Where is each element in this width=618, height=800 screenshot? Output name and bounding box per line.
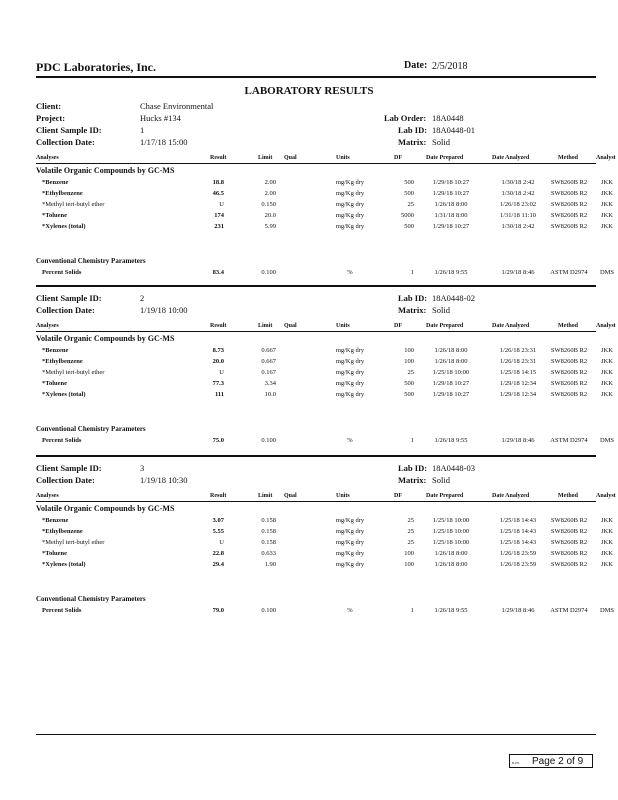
cell-units: % (347, 269, 353, 276)
cell-limit: 0.100 (261, 437, 276, 444)
cell-analyst: JKK (601, 550, 613, 557)
cell-units: mg/Kg dry (335, 358, 365, 365)
collection-date-value: 1/17/18 15:00 (140, 137, 188, 147)
cell-df: 100 (404, 550, 414, 557)
cell-analyst: JKK (601, 561, 613, 568)
cell-analyst: DMS (599, 607, 615, 614)
analyte-name: *Toluene (42, 212, 68, 219)
matrix-label: Matrix: (398, 137, 427, 147)
cell-df: 100 (404, 561, 414, 568)
cell-analyzed: 1/31/18 11:10 (499, 212, 537, 219)
lab-order-label: Lab Order: (384, 113, 427, 123)
cell-result: U (219, 539, 224, 546)
cell-method: SW8260B R2 (550, 347, 588, 354)
cell-prepared: 1/26/18 8:00 (434, 201, 468, 208)
cell-limit: 0.158 (261, 528, 276, 535)
company-name: PDC Laboratories, Inc. (36, 60, 156, 74)
cell-prepared: 1/26/18 8:00 (434, 347, 468, 354)
cell-analyst: JKK (601, 212, 613, 219)
cell-units: mg/Kg dry (335, 539, 365, 546)
cell-analyst: JKK (601, 190, 613, 197)
cell-limit: 0.100 (261, 607, 276, 614)
cell-units: mg/Kg dry (335, 369, 365, 376)
cell-analyzed: 1/29/18 8:46 (501, 437, 535, 444)
column-header: Units (336, 155, 350, 161)
analyte-name: *Toluene (42, 550, 68, 557)
cell-prepared: 1/29/18 10:27 (432, 190, 470, 197)
cell-limit: 2.00 (264, 179, 276, 186)
cell-units: mg/Kg dry (335, 347, 365, 354)
cell-analyzed: 1/30/18 2:42 (501, 190, 535, 197)
cell-result: 77.3 (212, 380, 224, 387)
cell-prepared: 1/26/18 9:55 (434, 437, 468, 444)
column-header-rule (36, 501, 596, 502)
cell-method: SW8260B R2 (550, 358, 588, 365)
sample-id-value: 1 (140, 125, 145, 135)
cell-analyst: JKK (601, 347, 613, 354)
collection-date-label: Collection Date: (36, 305, 95, 315)
cell-method: SW8260B R2 (550, 539, 588, 546)
cell-result: 46.5 (212, 190, 224, 197)
conventional-group-title: Conventional Chemistry Parameters (36, 425, 146, 433)
cell-method: SW8260B R2 (550, 179, 588, 186)
column-header: DF (394, 493, 402, 499)
sample-id-label: Client Sample ID: (36, 125, 102, 135)
cell-prepared: 1/29/18 10:27 (432, 391, 470, 398)
results-table (36, 493, 616, 633)
cell-result: 22.8 (212, 550, 224, 557)
cell-analyzed: 1/30/18 2:42 (501, 223, 535, 230)
cell-analyst: DMS (599, 269, 615, 276)
cell-prepared: 1/26/18 8:00 (434, 550, 468, 557)
column-header: Date Analyzed (492, 155, 530, 161)
page-prefix: n.m. (512, 760, 520, 765)
cell-limit: 1.90 (264, 561, 276, 568)
analyte-name: *Benzene (42, 347, 69, 354)
cell-method: SW8260B R2 (550, 380, 588, 387)
cell-method: SW8260B R2 (550, 201, 588, 208)
client-label: Client: (36, 101, 62, 111)
cell-units: mg/Kg dry (335, 190, 365, 197)
cell-units: mg/Kg dry (335, 179, 365, 186)
cell-result: 79.0 (212, 607, 224, 614)
cell-analyzed: 1/29/18 12:34 (499, 391, 537, 398)
cell-analyst: JKK (601, 358, 613, 365)
cell-prepared: 1/26/18 9:55 (434, 607, 468, 614)
column-header: Analyses (36, 323, 59, 329)
analyte-name: *Xylenes (total) (42, 391, 86, 398)
column-header: Analyst (596, 493, 616, 499)
cell-result: 20.0 (212, 358, 224, 365)
cell-prepared: 1/31/18 8:00 (434, 212, 468, 219)
results-table (36, 155, 616, 295)
analyte-name: *Toluene (42, 380, 68, 387)
cell-analyzed: 1/29/18 12:34 (499, 380, 537, 387)
cell-limit: 5.99 (264, 223, 276, 230)
cell-limit: 0.667 (261, 358, 276, 365)
cell-analyzed: 1/26/18 23:31 (499, 358, 537, 365)
analyte-name: Percent Solids (42, 607, 82, 614)
cell-analyzed: 1/29/18 8:46 (501, 269, 535, 276)
cell-prepared: 1/26/18 8:00 (434, 561, 468, 568)
project-value: Hucks #134 (140, 113, 181, 123)
analyte-name: Percent Solids (42, 437, 82, 444)
project-label: Project: (36, 113, 66, 123)
cell-units: mg/Kg dry (335, 391, 365, 398)
cell-limit: 10.0 (264, 391, 276, 398)
cell-prepared: 1/25/18 10:00 (432, 369, 470, 376)
cell-analyst: JKK (601, 528, 613, 535)
cell-prepared: 1/25/18 10:00 (432, 517, 470, 524)
cell-analyst: JKK (601, 201, 613, 208)
analyte-name: *Ethylbenzene (42, 358, 83, 365)
cell-limit: 0.667 (261, 347, 276, 354)
cell-analyzed: 1/26/18 23:02 (499, 201, 537, 208)
cell-prepared: 1/29/18 10:27 (432, 223, 470, 230)
cell-result: 231 (214, 223, 224, 230)
sample-id-value: 3 (140, 463, 145, 473)
cell-df: 500 (404, 190, 414, 197)
cell-result: 29.4 (212, 561, 224, 568)
cell-analyzed: 1/26/18 23:31 (499, 347, 537, 354)
lab-order-value: 18A0448 (432, 113, 464, 123)
column-header: Result (210, 323, 227, 329)
column-header: Analyst (596, 323, 616, 329)
collection-date-value: 1/19/18 10:00 (140, 305, 188, 315)
cell-prepared: 1/29/18 10:27 (432, 179, 470, 186)
matrix-value: Solid (432, 137, 450, 147)
collection-date-label: Collection Date: (36, 475, 95, 485)
cell-result: 18.8 (212, 179, 224, 186)
cell-prepared: 1/25/18 10:00 (432, 528, 470, 535)
cell-analyst: JKK (601, 223, 613, 230)
cell-method: SW8260B R2 (550, 517, 588, 524)
cell-analyzed: 1/26/18 23:59 (499, 561, 537, 568)
cell-method: SW8260B R2 (550, 212, 588, 219)
column-header: Limit (258, 155, 273, 161)
cell-limit: 2.00 (264, 190, 276, 197)
cell-limit: 0.150 (261, 201, 276, 208)
page-indicator (509, 754, 593, 768)
conventional-group-title: Conventional Chemistry Parameters (36, 595, 146, 603)
cell-method: SW8260B R2 (550, 190, 588, 197)
matrix-value: Solid (432, 305, 450, 315)
column-header: Qual (284, 323, 297, 329)
column-header: Date Analyzed (492, 323, 530, 329)
page-title: LABORATORY RESULTS (244, 85, 374, 97)
analyte-name: *Methyl tert-butyl ether (42, 539, 105, 546)
cell-analyzed: 1/30/18 2:42 (501, 179, 535, 186)
column-header: DF (394, 323, 402, 329)
section-divider (36, 285, 596, 287)
cell-result: U (219, 369, 224, 376)
cell-analyzed: 1/25/18 14:43 (499, 528, 537, 535)
column-header: Method (558, 323, 578, 329)
cell-df: 100 (404, 358, 414, 365)
column-header: Date Prepared (426, 155, 464, 161)
cell-df: 25 (407, 517, 414, 524)
cell-analyst: JKK (601, 380, 613, 387)
cell-units: mg/Kg dry (335, 380, 365, 387)
cell-df: 5000 (401, 212, 414, 219)
voc-group-title: Volatile Organic Compounds by GC-MS (36, 166, 175, 175)
cell-method: SW8260B R2 (550, 369, 588, 376)
column-header: Date Analyzed (492, 493, 530, 499)
sample-id-value: 2 (140, 293, 145, 303)
cell-df: 1 (410, 269, 414, 276)
cell-df: 25 (407, 539, 414, 546)
collection-date-label: Collection Date: (36, 137, 95, 147)
footer-rule (36, 734, 596, 735)
matrix-value: Solid (432, 475, 450, 485)
cell-method: ASTM D2974 (550, 437, 588, 444)
column-header-rule (36, 331, 596, 332)
cell-units: mg/Kg dry (335, 561, 365, 568)
analyte-name: *Benzene (42, 517, 69, 524)
cell-method: SW8260B R2 (550, 223, 588, 230)
lab-id-label: Lab ID: (398, 463, 428, 473)
sample-id-label: Client Sample ID: (36, 463, 102, 473)
column-header: Qual (284, 493, 297, 499)
analyte-name: *Xylenes (total) (42, 561, 86, 568)
cell-df: 500 (404, 380, 414, 387)
cell-method: ASTM D2974 (550, 269, 588, 276)
conventional-group-title: Conventional Chemistry Parameters (36, 257, 146, 265)
cell-limit: 0.633 (261, 550, 276, 557)
matrix-label: Matrix: (398, 305, 427, 315)
cell-limit: 0.100 (261, 269, 276, 276)
cell-limit: 0.167 (261, 369, 276, 376)
cell-df: 100 (404, 347, 414, 354)
header-rule (36, 76, 596, 78)
analyte-name: *Ethylbenzene (42, 528, 83, 535)
cell-units: % (347, 607, 353, 614)
lab-id-value: 18A0448-02 (432, 293, 475, 303)
column-header: Date Prepared (426, 323, 464, 329)
lab-id-value: 18A0448-01 (432, 125, 475, 135)
column-header: Analyst (596, 155, 616, 161)
cell-result: 174 (214, 212, 224, 219)
cell-df: 25 (407, 369, 414, 376)
cell-limit: 20.0 (264, 212, 276, 219)
cell-units: mg/Kg dry (335, 528, 365, 535)
cell-df: 25 (407, 201, 414, 208)
cell-method: SW8260B R2 (550, 528, 588, 535)
cell-units: % (347, 437, 353, 444)
cell-result: U (219, 201, 224, 208)
lab-id-label: Lab ID: (398, 293, 428, 303)
analyte-name: *Benzene (42, 179, 69, 186)
cell-result: 111 (214, 391, 224, 398)
cell-analyzed: 1/25/18 14:43 (499, 517, 537, 524)
cell-units: mg/Kg dry (335, 212, 365, 219)
cell-result: 83.4 (212, 269, 224, 276)
page-number: Page 2 of 9 (532, 756, 584, 767)
sample-id-label: Client Sample ID: (36, 293, 102, 303)
cell-df: 500 (404, 391, 414, 398)
matrix-label: Matrix: (398, 475, 427, 485)
analyte-name: *Ethylbenzene (42, 190, 83, 197)
lab-id-value: 18A0448-03 (432, 463, 475, 473)
cell-limit: 0.158 (261, 539, 276, 546)
cell-analyzed: 1/29/18 8:46 (501, 607, 535, 614)
cell-df: 500 (404, 179, 414, 186)
cell-prepared: 1/26/18 9:55 (434, 269, 468, 276)
cell-analyst: JKK (601, 517, 613, 524)
date-label: Date: (404, 60, 428, 71)
column-header: Result (210, 493, 227, 499)
cell-prepared: 1/26/18 8:00 (434, 358, 468, 365)
cell-units: mg/Kg dry (335, 517, 365, 524)
cell-prepared: 1/29/18 10:27 (432, 380, 470, 387)
voc-group-title: Volatile Organic Compounds by GC-MS (36, 334, 175, 343)
column-header: Analyses (36, 155, 59, 161)
cell-method: SW8260B R2 (550, 550, 588, 557)
cell-result: 8.73 (212, 347, 224, 354)
column-header: Result (210, 155, 227, 161)
cell-analyst: JKK (601, 179, 613, 186)
cell-df: 1 (410, 437, 414, 444)
analyte-name: Percent Solids (42, 269, 82, 276)
cell-analyzed: 1/25/18 14:43 (499, 539, 537, 546)
column-header: Method (558, 155, 578, 161)
analyte-name: *Xylenes (total) (42, 223, 86, 230)
cell-df: 1 (410, 607, 414, 614)
section-divider (36, 455, 596, 457)
voc-group-title: Volatile Organic Compounds by GC-MS (36, 504, 175, 513)
column-header: Method (558, 493, 578, 499)
column-header: Units (336, 323, 350, 329)
cell-analyst: JKK (601, 369, 613, 376)
collection-date-value: 1/19/18 10:30 (140, 475, 188, 485)
cell-method: SW8260B R2 (550, 561, 588, 568)
cell-analyzed: 1/26/18 23:59 (499, 550, 537, 557)
cell-method: ASTM D2974 (550, 607, 588, 614)
cell-units: mg/Kg dry (335, 201, 365, 208)
cell-result: 75.0 (212, 437, 224, 444)
lab-id-label: Lab ID: (398, 125, 428, 135)
column-header: Limit (258, 493, 273, 499)
cell-result: 3.07 (212, 517, 224, 524)
cell-analyzed: 1/25/18 14:15 (499, 369, 537, 376)
column-header: Analyses (36, 493, 59, 499)
column-header-rule (36, 163, 596, 164)
column-header: DF (394, 155, 402, 161)
cell-method: SW8260B R2 (550, 391, 588, 398)
date-value: 2/5/2018 (432, 61, 468, 72)
client-value: Chase Environmental (140, 101, 214, 111)
cell-result: 5.55 (212, 528, 224, 535)
cell-analyst: JKK (601, 539, 613, 546)
cell-units: mg/Kg dry (335, 550, 365, 557)
column-header: Units (336, 493, 350, 499)
column-header: Limit (258, 323, 273, 329)
cell-units: mg/Kg dry (335, 223, 365, 230)
column-header: Qual (284, 155, 297, 161)
cell-prepared: 1/25/18 10:00 (432, 539, 470, 546)
analyte-name: *Methyl tert-butyl ether (42, 369, 105, 376)
cell-df: 500 (404, 223, 414, 230)
analyte-name: *Methyl tert-butyl ether (42, 201, 105, 208)
results-table (36, 323, 616, 463)
cell-analyst: JKK (601, 391, 613, 398)
cell-df: 25 (407, 528, 414, 535)
cell-limit: 0.158 (261, 517, 276, 524)
column-header: Date Prepared (426, 493, 464, 499)
cell-analyst: DMS (599, 437, 615, 444)
cell-limit: 3.34 (264, 380, 276, 387)
